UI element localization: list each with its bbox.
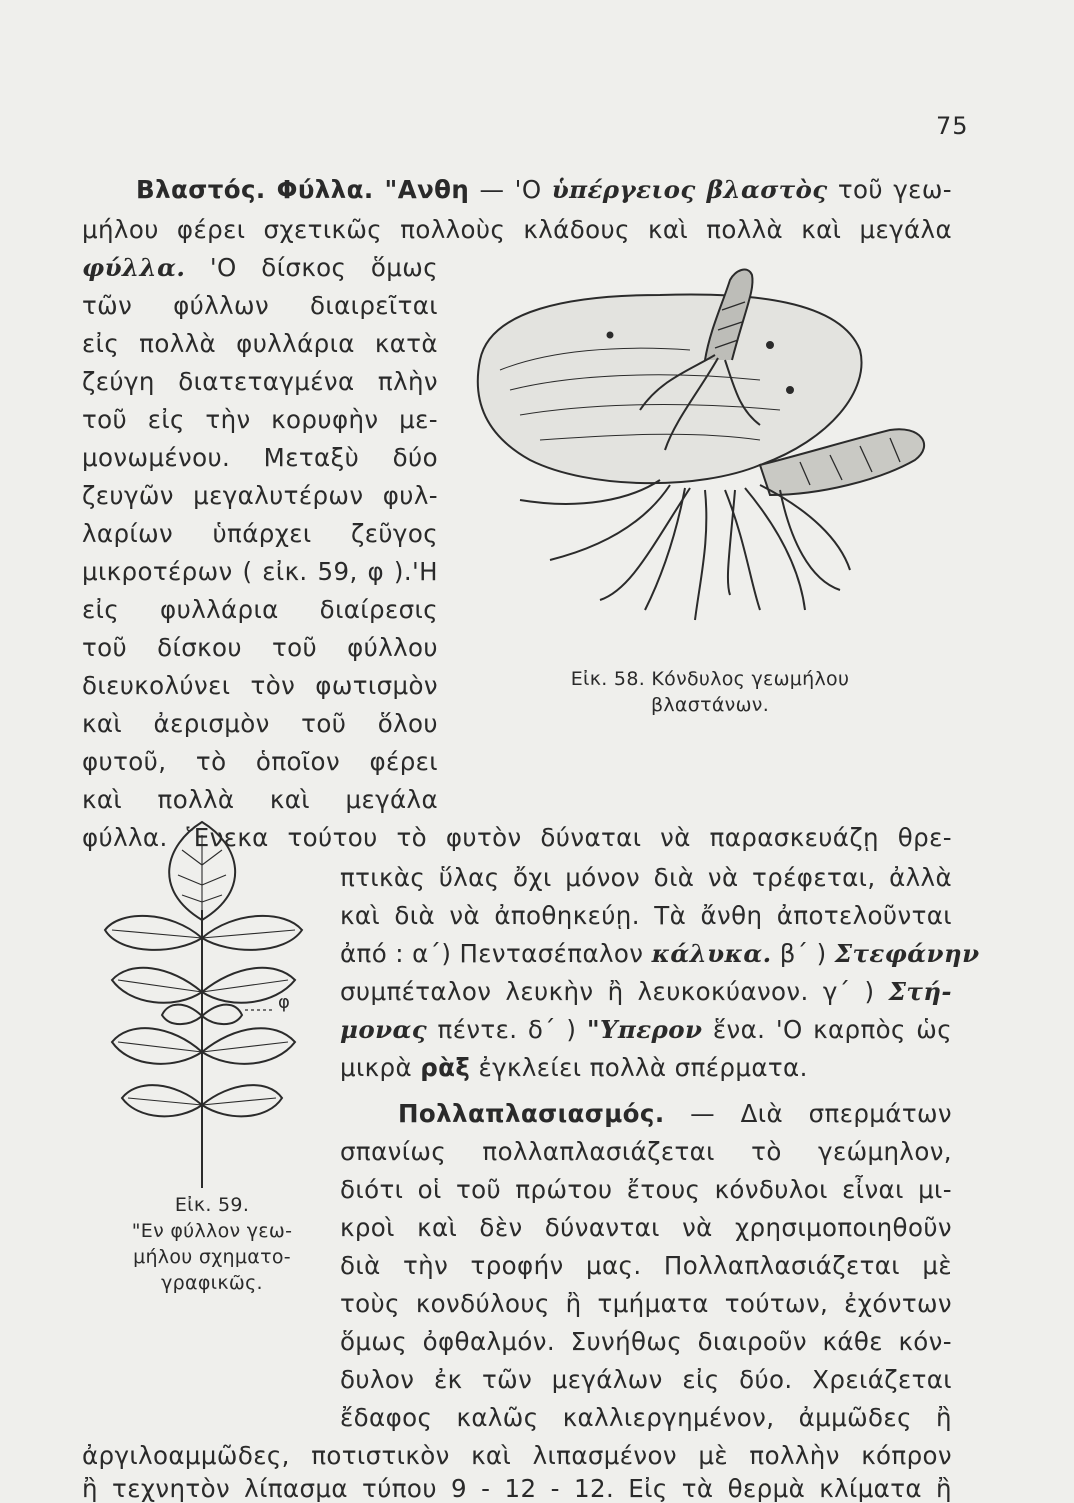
text-line-28: κροὶ καὶ δὲν δύνανται νὰ χρησιμοποιηθοῦν	[340, 1213, 952, 1242]
text-line-1	[136, 172, 952, 208]
text-line-15: καὶ ἀερισμὸν τοῦ ὅλου	[82, 709, 438, 738]
text-fragment: πέντε. δ΄ )	[427, 1015, 587, 1044]
text-line-25	[398, 1096, 952, 1132]
text-line-21	[340, 936, 980, 972]
text-line-17: καὶ πολλὰ καὶ μεγάλα	[82, 785, 438, 814]
text-fragment: 'Ο δίσκος ὅμως	[185, 253, 438, 282]
emphasis-stamens-end: μονας	[340, 1015, 428, 1044]
figure-58-caption	[520, 666, 900, 718]
figure-59-caption	[112, 1192, 312, 1296]
text-line-19: πτικὰς ὕλας ὄχι μόνον διὰ νὰ τρέφεται, ἀλλὰ	[340, 863, 952, 892]
text-line-33: ἔδαφος καλῶς καλλιεργημένον, ἀμμῶδες ἢ	[340, 1403, 952, 1432]
text-line-8: μονωμένου. Μεταξὺ δύο	[82, 443, 438, 472]
text-line-30: τοὺς κονδύλους ἢ τμήματα τούτων, ἐχόντων	[340, 1289, 952, 1318]
text-line-3	[82, 250, 438, 286]
emphasis-calyx: κάλυκα.	[651, 939, 772, 968]
text-line-35: ἢ τεχνητὸν λίπασμα τύπου 9 - 12 - 12. Εἰς τὰ θερμὰ κλίματα ἢ	[82, 1474, 952, 1503]
text-line-6: ζεύγη διατεταγμένα πλὴν	[82, 367, 438, 396]
text-line-14: διευκολύνει τὸν φωτισμὸν	[82, 671, 438, 700]
emphasis-leaves: φύλλα.	[82, 253, 186, 282]
figure-59-phi-label: φ	[278, 992, 290, 1013]
text-line-26: σπανίως πολλαπλασιάζεται τὸ γεώμηλον,	[340, 1137, 952, 1166]
text-line-29: διὰ τὴν τροφήν μας. Πολλαπλασιάζεται μὲ	[340, 1251, 952, 1280]
text-line-27: διότι οἱ τοῦ πρώτου ἔτους κόνδυλοι εἶναι μι-	[340, 1175, 952, 1204]
text-line-24	[340, 1050, 808, 1086]
text-fragment: συμπέταλον λευκὴν ἢ λευκοκύανον. γ΄ )	[340, 977, 889, 1006]
text-line-11: μικροτέρων ( εἰκ. 59, φ ).'Η	[82, 557, 438, 586]
figure-58-caption-line-1: Εἰκ. 58. Κόνδυλος γεωμήλου	[570, 668, 850, 690]
text-line-13: τοῦ δίσκου τοῦ φύλλου	[82, 633, 438, 662]
text-fragment: τοῦ γεω-	[827, 175, 952, 204]
page-number: 75	[936, 112, 969, 140]
text-line-18: φύλλα. Ἕνεκα τούτου τὸ φυτὸν δύναται νὰ παρασκευάζῃ θρε-	[82, 823, 952, 852]
text-line-9: ζευγῶν μεγαλυτέρων φυλ-	[82, 481, 438, 510]
text-fragment: β΄ )	[771, 939, 835, 968]
section-heading-stem-leaves-flowers: Βλαστός. Φύλλα. "Ανθη	[136, 175, 470, 204]
text-fragment: — 'Ο	[469, 175, 552, 204]
text-line-32: δυλον ἐκ τῶν μεγάλων εἰς δύο. Χρειάζεται	[340, 1365, 952, 1394]
emphasis-corolla: Στεφάνην	[834, 939, 980, 968]
figure-58-caption-line-2: βλαστάνων.	[650, 694, 770, 716]
figure-59-caption-line-4: γραφικῶς.	[161, 1272, 263, 1294]
text-line-20: καὶ διὰ νὰ ἀποθηκεύῃ. Τὰ ἄνθη ἀποτελοῦνται	[340, 901, 952, 930]
text-fragment: ἕνα. 'Ο καρπὸς ὡς	[702, 1015, 952, 1044]
text-line-31: ὅμως ὀφθαλμόν. Συνήθως διαιροῦν κάθε κόν-	[340, 1327, 952, 1356]
text-line-12: εἰς φυλλάρια διαίρεσις	[82, 595, 438, 624]
figure-59-caption-line-3: μήλου σχηματο-	[133, 1246, 291, 1268]
text-fragment: μικρὰ	[340, 1053, 421, 1082]
text-fragment: ἐγκλείει πολλὰ σπέρματα.	[470, 1053, 808, 1082]
text-line-22	[340, 974, 952, 1010]
text-line-16: φυτοῦ, τὸ ὁποῖον φέρει	[82, 747, 438, 776]
section-heading-propagation: Πολλαπλασιασμός.	[398, 1099, 665, 1128]
text-fragment: — Διὰ σπερμάτων	[664, 1099, 952, 1128]
figure-58-potato-tuber-illustration	[460, 250, 950, 670]
emphasis-stamens-start: Στή-	[888, 977, 952, 1006]
text-line-23	[340, 1012, 952, 1048]
text-line-10: λαρίων ὑπάρχει ζεῦγος	[82, 519, 438, 548]
text-line-4: τῶν φύλλων διαιρεῖται	[82, 291, 438, 320]
emphasis-berry: ρὰξ	[420, 1053, 471, 1082]
text-line-7: τοῦ εἰς τὴν κορυφὴν με-	[82, 405, 438, 434]
text-fragment: ἀπό : α΄) Πεντασέπαλον	[340, 939, 652, 968]
figure-59-caption-line-1: Εἰκ. 59.	[174, 1194, 250, 1216]
emphasis-aerial-stem: ὑπέργειος βλαστὸς	[551, 175, 828, 204]
emphasis-pistil: "Υπερον	[586, 1015, 703, 1044]
figure-59-caption-line-2: "Εν φύλλον γεω-	[131, 1220, 293, 1242]
text-line-5: εἰς πολλὰ φυλλάρια κατὰ	[82, 329, 438, 358]
text-line-34: ἀργιλοαμμῶδες, ποτιστικὸν καὶ λιπασμένον μὲ πολλὴν κόπρον	[82, 1441, 952, 1470]
text-line-2: μήλου φέρει σχετικῶς πολλοὺς κλάδους καὶ πολλὰ καὶ μεγάλα	[82, 215, 952, 244]
